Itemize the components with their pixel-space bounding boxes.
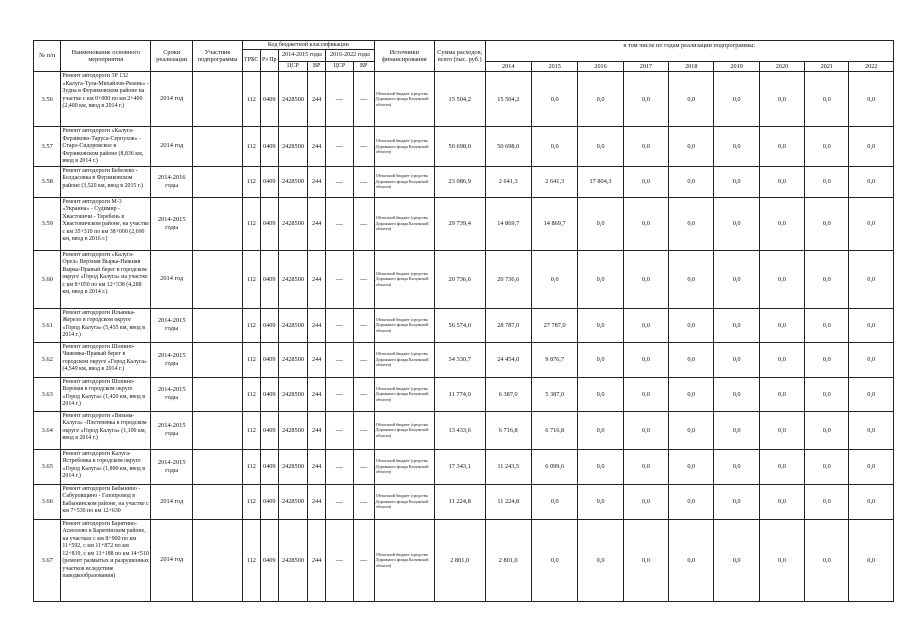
row-year-value: 0,0 [623, 342, 668, 377]
row-year-value: 0,0 [623, 308, 668, 342]
row-year-value: 0,0 [669, 127, 714, 167]
row-year-value: 27 787,0 [531, 308, 577, 342]
row-total: 29 739,4 [434, 197, 485, 250]
row-participant [193, 519, 243, 601]
row-year-value: 0,0 [805, 308, 849, 342]
row-year-value: 0,0 [849, 411, 894, 449]
table-row [34, 166, 894, 197]
row-year-value: 0,0 [805, 377, 849, 411]
row-participant [193, 449, 243, 484]
row-term: 2014-2015 годы [151, 411, 193, 449]
row-year-value: 0,0 [849, 308, 894, 342]
table-row [34, 519, 894, 601]
row-source: Областной бюджет (средства Дорожного фонда Калужской области) [374, 308, 434, 342]
row-year-value: 0,0 [759, 449, 804, 484]
row-year-value: 0,0 [623, 72, 668, 127]
row-year-value: 0,0 [714, 250, 759, 308]
row-year-value: 0,0 [623, 197, 668, 250]
row-year-value: 0,0 [578, 449, 623, 484]
row-year-value: 0,0 [669, 308, 714, 342]
row-year-value: 0,0 [531, 72, 577, 127]
row-grbs: 112 [242, 377, 260, 411]
header-year: 2016 [578, 62, 623, 72]
row-term: 2014 год [151, 250, 193, 308]
row-year-value: 9 876,7 [531, 342, 577, 377]
row-term: 2014 год [151, 519, 193, 601]
row-year-value: 5 387,0 [531, 377, 577, 411]
row-participant [193, 166, 243, 197]
row-csr-2016: — [326, 127, 353, 167]
row-year-value: 0,0 [623, 377, 668, 411]
row-csr-2016: — [326, 484, 353, 519]
row-year-value: 0,0 [623, 519, 668, 601]
table-row [34, 72, 894, 127]
row-year-value: 0,0 [669, 166, 714, 197]
header-year: 2022 [849, 62, 894, 72]
row-vr-2016: — [353, 166, 374, 197]
row-year-value: 0,0 [623, 449, 668, 484]
row-year-value: 0,0 [759, 411, 804, 449]
row-year-value: 0,0 [805, 127, 849, 167]
row-vr: 244 [308, 197, 326, 250]
row-total: 2 801,0 [434, 519, 485, 601]
row-vr-2016: — [353, 197, 374, 250]
row-csr-2016: — [326, 449, 353, 484]
row-name: Ремонт автодороги «Калуга-Ферзиково-Таруса-Серпухов» - Старо-Сидоровское в Ферзиковском районе (8,836 км, ввод в 2014 г.) [61, 127, 151, 167]
row-csr-2016: — [326, 197, 353, 250]
row-term: 2014-2015 годы [151, 308, 193, 342]
row-vr: 244 [308, 484, 326, 519]
row-total: 34 330,7 [434, 342, 485, 377]
row-vr-2016: — [353, 411, 374, 449]
row-year-value: 0,0 [623, 127, 668, 167]
row-rzpr: 0409 [260, 308, 278, 342]
header-year: 2017 [623, 62, 668, 72]
row-vr-2016: — [353, 449, 374, 484]
row-number: 3.61 [34, 308, 61, 342]
header-total: Сумма расходов, всего (тыс. руб.) [434, 41, 485, 72]
row-csr-2016: — [326, 250, 353, 308]
header-grbs: ГРБС [242, 50, 260, 72]
row-year-value: 0,0 [578, 484, 623, 519]
row-year-value: 0,0 [531, 250, 577, 308]
row-year-value: 2 641,3 [485, 166, 531, 197]
row-year-value: 0,0 [531, 127, 577, 167]
row-year-value: 0,0 [669, 197, 714, 250]
row-total: 15 504,2 [434, 72, 485, 127]
row-term: 2014-2015 годы [151, 377, 193, 411]
row-year-value: 0,0 [669, 411, 714, 449]
row-year-value: 15 504,2 [485, 72, 531, 127]
row-year-value: 0,0 [714, 72, 759, 127]
header-year: 2018 [669, 62, 714, 72]
row-term: 2014-2015 годы [151, 449, 193, 484]
row-name: Ремонт автодороги Шопино-Чижовка-Правый берег в городском округе «Город Калуга» (4,549 км, ввод в 2014 г.) [61, 342, 151, 377]
row-year-value: 0,0 [759, 377, 804, 411]
header-name: Наименование основного мероприятия [61, 41, 151, 72]
row-participant [193, 127, 243, 167]
header-year: 2014 [485, 62, 531, 72]
row-grbs: 112 [242, 250, 260, 308]
row-csr-2016: — [326, 166, 353, 197]
header-term: Сроки реализации [151, 41, 193, 72]
row-source: Областной бюджет (средства Дорожного фонда Калужской области) [374, 519, 434, 601]
row-year-value: 0,0 [578, 308, 623, 342]
row-year-value: 0,0 [849, 484, 894, 519]
row-grbs: 112 [242, 484, 260, 519]
row-year-value: 6 099,6 [531, 449, 577, 484]
row-year-value: 17 804,3 [578, 166, 623, 197]
row-csr: 2428500 [278, 166, 308, 197]
row-term: 2014-2015 годы [151, 342, 193, 377]
row-number: 3.59 [34, 197, 61, 250]
row-participant [193, 72, 243, 127]
row-vr-2016: — [353, 519, 374, 601]
row-vr: 244 [308, 342, 326, 377]
table-row [34, 411, 894, 449]
row-source: Областной бюджет (средства Дорожного фонда Калужской области) [374, 342, 434, 377]
row-year-value: 0,0 [849, 197, 894, 250]
row-year-value: 0,0 [759, 484, 804, 519]
row-year-value: 0,0 [578, 342, 623, 377]
row-participant [193, 484, 243, 519]
row-csr-2016: — [326, 72, 353, 127]
row-rzpr: 0409 [260, 377, 278, 411]
row-year-value: 0,0 [759, 308, 804, 342]
table-row [34, 308, 894, 342]
row-source: Областной бюджет (средства Дорожного фонда Калужской области) [374, 166, 434, 197]
header-vr-1: ВР [308, 62, 326, 72]
header-vr-2: ВР [353, 62, 374, 72]
row-number: 3.58 [34, 166, 61, 197]
row-grbs: 112 [242, 411, 260, 449]
header-period-2014-2015: 2014-2015 годы [278, 50, 325, 62]
row-year-value: 0,0 [759, 166, 804, 197]
header-year: 2015 [531, 62, 577, 72]
row-term: 2014 год [151, 127, 193, 167]
row-year-value: 0,0 [759, 197, 804, 250]
header-csr-2: ЦСР [326, 62, 353, 72]
row-year-value: 0,0 [759, 342, 804, 377]
row-csr: 2428500 [278, 127, 308, 167]
row-year-value: 6 716,8 [485, 411, 531, 449]
row-year-value: 0,0 [669, 342, 714, 377]
row-year-value: 0,0 [714, 411, 759, 449]
row-vr: 244 [308, 308, 326, 342]
row-csr: 2428500 [278, 250, 308, 308]
row-vr: 244 [308, 166, 326, 197]
row-year-value: 0,0 [805, 197, 849, 250]
row-grbs: 112 [242, 308, 260, 342]
row-name: Ремонт автодороги М-3 «Украина» - Судимир - Хвастовичи - Теребень в Хвастовичском районе, на участке с км 35+310 по км 38+000 (2,690 км, ввод в 2016 г.) [61, 197, 151, 250]
row-year-value: 0,0 [578, 127, 623, 167]
row-total: 50 698,0 [434, 127, 485, 167]
row-source: Областной бюджет (средства Дорожного фонда Калужской области) [374, 197, 434, 250]
table-row [34, 250, 894, 308]
row-name: Ремонт автодороги Калуга-Ястребовка в городском округе «Город Калуга» (1,890 км, ввод в 2014 г.) [61, 449, 151, 484]
row-year-value: 0,0 [714, 127, 759, 167]
row-year-value: 0,0 [805, 72, 849, 127]
row-number: 3.67 [34, 519, 61, 601]
row-total: 13 433,6 [434, 411, 485, 449]
row-year-value: 0,0 [759, 72, 804, 127]
row-year-value: 0,0 [578, 250, 623, 308]
row-year-value: 0,0 [578, 377, 623, 411]
row-year-value: 0,0 [849, 377, 894, 411]
row-number: 3.60 [34, 250, 61, 308]
row-name: Ремонт автодороги Барятино-Асмолово в Барятинском районе, на участках с км 8+900 по км 11+592, с км 11+872 по км 12+819, с км 13+188 по км 14+510 (ремонт размытых и разрушенных участков вследствие паводкообразования) [61, 519, 151, 601]
row-vr: 244 [308, 377, 326, 411]
header-year: 2019 [714, 62, 759, 72]
row-csr: 2428500 [278, 449, 308, 484]
row-total: 11 224,8 [434, 484, 485, 519]
budget-table [33, 40, 894, 602]
row-csr: 2428500 [278, 72, 308, 127]
row-year-value: 0,0 [623, 250, 668, 308]
row-term: 2014-2016 годы [151, 166, 193, 197]
row-vr: 244 [308, 449, 326, 484]
table-row [34, 197, 894, 250]
row-number: 3.57 [34, 127, 61, 167]
row-vr-2016: — [353, 308, 374, 342]
row-year-value: 0,0 [805, 449, 849, 484]
row-year-value: 0,0 [849, 127, 894, 167]
row-year-value: 0,0 [714, 166, 759, 197]
row-year-value: 0,0 [714, 308, 759, 342]
row-year-value: 0,0 [805, 484, 849, 519]
row-year-value: 0,0 [531, 484, 577, 519]
row-year-value: 0,0 [805, 411, 849, 449]
row-year-value: 0,0 [849, 342, 894, 377]
row-participant [193, 342, 243, 377]
row-source: Областной бюджет (средства Дорожного фонда Калужской области) [374, 72, 434, 127]
row-csr-2016: — [326, 308, 353, 342]
row-source: Областной бюджет (средства Дорожного фонда Калужской области) [374, 127, 434, 167]
row-year-value: 0,0 [578, 197, 623, 250]
row-year-value: 0,0 [849, 250, 894, 308]
row-vr: 244 [308, 411, 326, 449]
row-participant [193, 250, 243, 308]
row-year-value: 0,0 [669, 484, 714, 519]
row-participant [193, 411, 243, 449]
row-year-value: 11 224,8 [485, 484, 531, 519]
header-period-2016-2022: 2016-2022 годы [326, 50, 375, 62]
row-year-value: 0,0 [714, 377, 759, 411]
row-csr-2016: — [326, 377, 353, 411]
row-grbs: 112 [242, 166, 260, 197]
table-row [34, 484, 894, 519]
row-year-value: 0,0 [849, 449, 894, 484]
row-grbs: 112 [242, 72, 260, 127]
row-year-value: 0,0 [669, 250, 714, 308]
row-source: Областной бюджет (средства Дорожного фонда Калужской области) [374, 449, 434, 484]
row-year-value: 11 243,5 [485, 449, 531, 484]
row-name: Ремонт автодороги «Вязьма-Калуга» -Плетеневка в городском округе «Город Калуга» (1,100 км, ввод в 2014 г.) [61, 411, 151, 449]
row-rzpr: 0409 [260, 166, 278, 197]
row-rzpr: 0409 [260, 411, 278, 449]
row-year-value: 0,0 [578, 411, 623, 449]
row-year-value: 0,0 [849, 72, 894, 127]
row-csr: 2428500 [278, 308, 308, 342]
row-year-value: 2 801,0 [485, 519, 531, 601]
header-by-years: в том числе по годам реализации подпрограммы: [485, 41, 893, 50]
row-grbs: 112 [242, 127, 260, 167]
row-rzpr: 0409 [260, 342, 278, 377]
row-year-value: 0,0 [531, 519, 577, 601]
row-number: 3.63 [34, 377, 61, 411]
row-number: 3.65 [34, 449, 61, 484]
row-year-value: 0,0 [759, 250, 804, 308]
table-row [34, 449, 894, 484]
row-source: Областной бюджет (средства Дорожного фонда Калужской области) [374, 377, 434, 411]
row-vr-2016: — [353, 250, 374, 308]
row-year-value: 0,0 [669, 377, 714, 411]
row-year-value: 14 869,7 [531, 197, 577, 250]
header-source: Источники финансирования [374, 41, 434, 72]
row-year-value: 0,0 [669, 519, 714, 601]
header-rzpr: Рз Пр [260, 50, 278, 72]
row-vr: 244 [308, 250, 326, 308]
row-rzpr: 0409 [260, 72, 278, 127]
row-year-value: 2 641,3 [531, 166, 577, 197]
row-vr: 244 [308, 519, 326, 601]
row-year-value: 0,0 [759, 127, 804, 167]
row-source: Областной бюджет (средства Дорожного фонда Калужской области) [374, 250, 434, 308]
row-year-value: 0,0 [805, 250, 849, 308]
row-year-value: 6 387,0 [485, 377, 531, 411]
row-year-value: 0,0 [578, 72, 623, 127]
row-vr-2016: — [353, 127, 374, 167]
row-grbs: 112 [242, 519, 260, 601]
row-number: 3.66 [34, 484, 61, 519]
row-rzpr: 0409 [260, 484, 278, 519]
row-year-value: 0,0 [623, 484, 668, 519]
row-year-value: 0,0 [578, 519, 623, 601]
row-source: Областной бюджет (средства Дорожного фонда Калужской области) [374, 411, 434, 449]
row-term: 2014 год [151, 484, 193, 519]
row-vr: 244 [308, 72, 326, 127]
row-year-value: 0,0 [669, 72, 714, 127]
row-year-value: 6 716,8 [531, 411, 577, 449]
row-year-value: 0,0 [849, 519, 894, 601]
row-year-value: 14 869,7 [485, 197, 531, 250]
row-name: Ремонт автодороги Бабынино - Сабуровщино - Газопровод в Бабынинском районе, на участке с км 7+530 по км 12+630 [61, 484, 151, 519]
row-name: Ремонт автодороги Шопино-Воровая в городском округе «Город Калуга» (1,420 км, ввод в 2014 г.) [61, 377, 151, 411]
row-participant [193, 197, 243, 250]
row-csr: 2428500 [278, 411, 308, 449]
row-year-value: 0,0 [714, 484, 759, 519]
row-year-value: 0,0 [714, 519, 759, 601]
row-grbs: 112 [242, 449, 260, 484]
row-name: Ремонт автодороги 3Р 132 «Калуга-Тула-Михайлов-Рязань» - Зудна в Ферзиковском районе на участке с км 0+000 по км 2+400 (2,400 км, ввод в 2014 г.) [61, 72, 151, 127]
row-year-value: 0,0 [714, 197, 759, 250]
table-row [34, 127, 894, 167]
header-year: 2020 [759, 62, 804, 72]
row-year-value: 0,0 [714, 342, 759, 377]
header-csr-1: ЦСР [278, 62, 308, 72]
row-participant [193, 308, 243, 342]
row-csr-2016: — [326, 342, 353, 377]
table-row [34, 377, 894, 411]
row-year-value: 0,0 [623, 411, 668, 449]
row-rzpr: 0409 [260, 197, 278, 250]
row-year-value: 0,0 [669, 449, 714, 484]
row-rzpr: 0409 [260, 449, 278, 484]
row-year-value: 0,0 [714, 449, 759, 484]
row-year-value: 28 787,0 [485, 308, 531, 342]
row-number: 3.56 [34, 72, 61, 127]
row-number: 3.64 [34, 411, 61, 449]
row-year-value: 0,0 [759, 519, 804, 601]
table-row [34, 342, 894, 377]
header-year: 2021 [805, 62, 849, 72]
row-vr: 244 [308, 127, 326, 167]
table-body [34, 72, 894, 602]
row-year-value: 0,0 [805, 342, 849, 377]
row-number: 3.62 [34, 342, 61, 377]
row-vr-2016: — [353, 342, 374, 377]
row-year-value: 0,0 [805, 519, 849, 601]
row-total: 56 574,0 [434, 308, 485, 342]
row-total: 11 774,0 [434, 377, 485, 411]
row-total: 20 736,6 [434, 250, 485, 308]
row-source: Областной бюджет (средства Дорожного фонда Калужской области) [374, 484, 434, 519]
row-year-value: 0,0 [849, 166, 894, 197]
row-year-value: 0,0 [805, 166, 849, 197]
row-vr-2016: — [353, 484, 374, 519]
row-participant [193, 377, 243, 411]
row-total: 23 086,9 [434, 166, 485, 197]
header-num: № п/п [34, 41, 61, 72]
row-rzpr: 0409 [260, 127, 278, 167]
row-name: Ремонт автодороги Ильинка-Жерело в городском округе «Город Калуга» (5,435 км, ввод в 2014 г.) [61, 308, 151, 342]
row-year-value: 20 736,6 [485, 250, 531, 308]
row-year-value: 24 454,0 [485, 342, 531, 377]
header-participant: Участник подпрограммы [193, 41, 243, 72]
row-term: 2014 год [151, 72, 193, 127]
row-vr-2016: — [353, 72, 374, 127]
row-csr-2016: — [326, 519, 353, 601]
row-csr: 2428500 [278, 377, 308, 411]
row-total: 17 343,1 [434, 449, 485, 484]
row-year-value: 0,0 [623, 166, 668, 197]
row-name: Ремонт автодороги Бебелево - Болдасовка в Ферзиковском районе (3,520 км, ввод в 2015 г.) [61, 166, 151, 197]
row-year-value: 50 698,0 [485, 127, 531, 167]
header-budget-codes: Код бюджетной классификации [242, 41, 374, 50]
row-csr-2016: — [326, 411, 353, 449]
row-csr: 2428500 [278, 197, 308, 250]
row-name: Ремонт автодороги «Калуга-Орел» Верхняя Вырка-Нижняя Вырка-Правый берег в городском округе «Город Калуга» на участке с км 8+050 по км 12+338 (4,288 км, ввод в 2014 г.) [61, 250, 151, 308]
row-csr: 2428500 [278, 519, 308, 601]
row-vr-2016: — [353, 377, 374, 411]
row-csr: 2428500 [278, 484, 308, 519]
row-term: 2014-2015 годы [151, 197, 193, 250]
row-rzpr: 0409 [260, 519, 278, 601]
row-grbs: 112 [242, 197, 260, 250]
row-rzpr: 0409 [260, 250, 278, 308]
row-csr: 2428500 [278, 342, 308, 377]
row-grbs: 112 [242, 342, 260, 377]
